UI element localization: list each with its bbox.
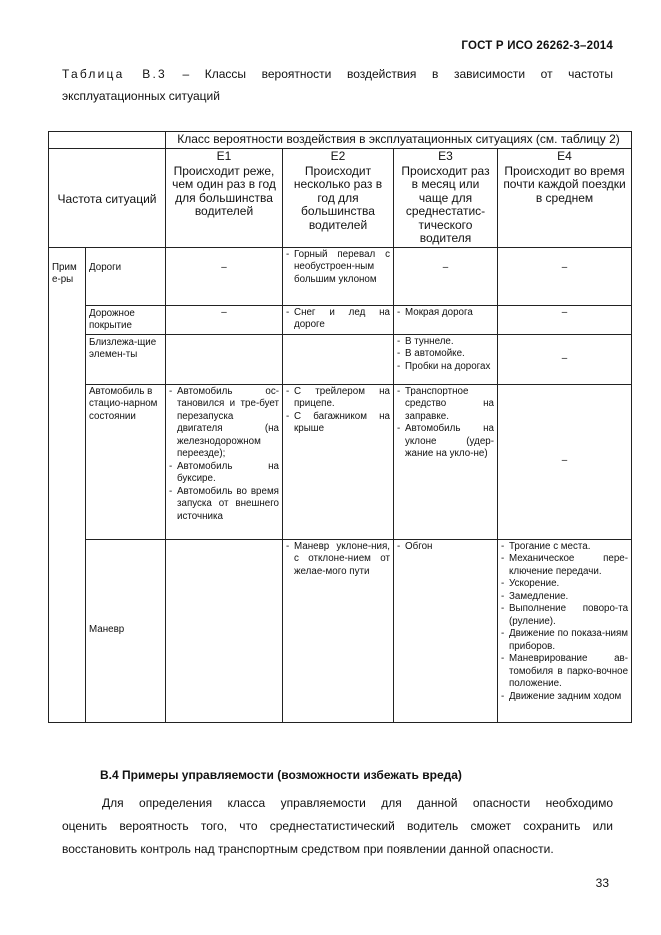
- row-label: Близлежа-щие элемен-ты: [86, 334, 166, 384]
- table-row: [49, 334, 632, 384]
- row-label: Дороги: [86, 247, 166, 305]
- table-caption: [62, 62, 613, 86]
- class-header: Класс вероятности воздействия в эксплуатационных ситуациях (см. таблицу 2): [166, 132, 632, 149]
- example-cell-e2: [283, 247, 394, 305]
- example-cell-e2: [283, 384, 394, 539]
- class-code-e3: E3: [394, 148, 498, 164]
- example-cell-e4: [498, 539, 632, 722]
- example-cell-e3: [394, 539, 498, 722]
- table-row: [49, 384, 632, 539]
- example-item: - С багажником на крыше: [286, 411, 390, 436]
- example-list: [397, 307, 494, 320]
- example-item: - Обгон: [397, 541, 494, 554]
- example-list: [286, 541, 390, 579]
- paragraph-line: Для определения класса управляемости для данной опасности необходимо: [102, 796, 613, 810]
- example-item: - Снег и лед на дороге: [286, 307, 390, 332]
- example-item: - Движение задним ходом: [501, 691, 628, 704]
- paragraph-line: восстановить контроль над транспортным средством при появлении данной опасности.: [62, 842, 554, 856]
- example-list: [397, 541, 494, 554]
- example-cell-e1: [166, 384, 283, 539]
- empty-cell: [283, 334, 394, 384]
- table-caption-prefix: Таблица В.3: [62, 67, 167, 81]
- example-item: - Трогание с места.: [501, 541, 628, 554]
- example-item: - В автомойке.: [397, 348, 494, 361]
- example-item: - В туннеле.: [397, 336, 494, 349]
- page-number: 33: [595, 876, 609, 890]
- example-item: - Выполнение поворо-та (руление).: [501, 603, 628, 628]
- example-item: - Автомобиль ос-тановился и тре-бует перезапуска двигателя (на железнодорожном переезде);: [169, 386, 279, 461]
- paragraph-line: оценить вероятность того, что среднестатистический водитель сможет сохранить или: [62, 819, 613, 833]
- example-item: - Транспортное средство на заправке.: [397, 386, 494, 424]
- dash-cell: –: [394, 247, 498, 305]
- class-code-e2: E2: [283, 148, 394, 164]
- example-list: [397, 336, 494, 374]
- class-code-e4: E4: [498, 148, 632, 164]
- example-list: [397, 386, 494, 461]
- example-item: - Автомобиль на уклоне (удер-жание на укло-не): [397, 423, 494, 461]
- table-row: [49, 305, 632, 334]
- example-item: - Маневрирование ав-томобиля в парко-вочное положение.: [501, 653, 628, 691]
- example-list: [501, 541, 628, 704]
- class-desc-e4: Происходит во время почти каждой поездки в среднем: [498, 164, 632, 248]
- dash-cell: –: [498, 384, 632, 539]
- body-paragraph: [62, 792, 613, 861]
- example-item: - Автомобиль во время запуска от внешнего источника: [169, 486, 279, 524]
- table-caption-text: – Классы вероятности воздействия в зависимости от частоты: [182, 67, 613, 81]
- class-code-e1: E1: [166, 148, 283, 164]
- example-item: - Замедление.: [501, 591, 628, 604]
- row-label: Автомобиль в стацио-нарном состоянии: [86, 384, 166, 539]
- example-list: [286, 386, 390, 436]
- example-item: - Пробки на дорогах: [397, 361, 494, 374]
- row-label: Дорожное покрытие: [86, 305, 166, 334]
- example-item: - Маневр уклоне-ния, с отклоне-нием от желае-мого пути: [286, 541, 390, 579]
- corner-cell: [49, 132, 166, 149]
- example-cell-e3: [394, 334, 498, 384]
- example-item: - Движение по показа-ниям приборов.: [501, 628, 628, 653]
- dash-cell: –: [498, 305, 632, 334]
- row-label: Маневр: [86, 539, 166, 722]
- example-cell-e2: [283, 539, 394, 722]
- class-desc-e1: Происходит реже, чем один раз в год для большинства водителей: [166, 164, 283, 248]
- dash-cell: –: [166, 247, 283, 305]
- dash-cell: –: [166, 305, 283, 334]
- example-item: - Механическое пере-ключение передачи.: [501, 553, 628, 578]
- class-desc-e3: Происходит раз в месяц или чаще для среднестатис-тического водителя: [394, 164, 498, 248]
- example-cell-e2: [283, 305, 394, 334]
- empty-cell: [166, 334, 283, 384]
- exposure-table: [48, 131, 632, 723]
- example-list: [169, 386, 279, 524]
- example-list: [286, 307, 390, 332]
- example-item: - Мокрая дорога: [397, 307, 494, 320]
- table-caption-line2: эксплуатационных ситуаций: [62, 89, 220, 103]
- document-header: ГОСТ Р ИСО 26262-3–2014: [461, 40, 613, 52]
- example-item: - Ускорение.: [501, 578, 628, 591]
- example-item: - С трейлером на прицепе.: [286, 386, 390, 411]
- examples-label: Приме-ры: [49, 247, 86, 722]
- table-row: [49, 539, 632, 722]
- example-item: - Автомобиль на буксире.: [169, 461, 279, 486]
- class-desc-e2: Происходит несколько раз в год для большинства водителей: [283, 164, 394, 248]
- table-row: [49, 247, 632, 305]
- frequency-header: Частота ситуаций: [49, 148, 166, 247]
- example-list: [286, 249, 390, 287]
- section-title: В.4 Примеры управляемости (возможности избежать вреда): [100, 768, 462, 782]
- example-cell-e3: [394, 305, 498, 334]
- example-item: - Горный перевал с необустроен-ным большим уклоном: [286, 249, 390, 287]
- empty-cell: [166, 539, 283, 722]
- example-cell-e3: [394, 384, 498, 539]
- dash-cell: –: [498, 334, 632, 384]
- dash-cell: –: [498, 247, 632, 305]
